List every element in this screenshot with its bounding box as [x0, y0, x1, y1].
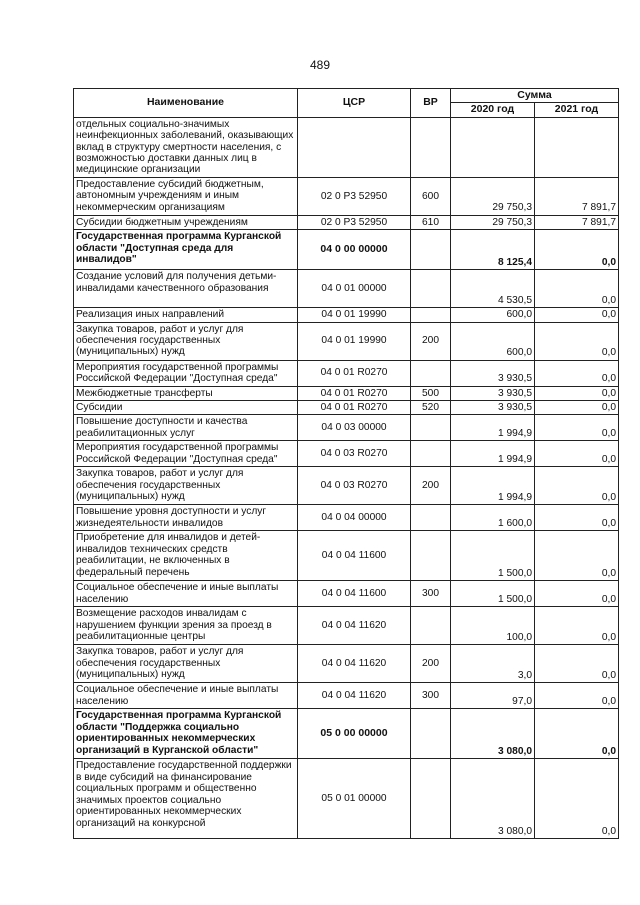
row-vr: 200: [411, 467, 451, 505]
table-row: [74, 117, 619, 177]
row-name: отдельных социально-значимых неинфекционных заболеваний, оказывающих вклад в структуру смертности населения, с возможностью доставки данных лиц в медицинские организации: [74, 117, 298, 177]
row-amount-2021: 7 891,7: [535, 177, 619, 215]
row-vr: 200: [411, 645, 451, 683]
row-name: Субсидии бюджетным учреждениям: [74, 215, 298, 229]
row-amount-2021: 0,0: [535, 645, 619, 683]
row-name: Реализация иных направлений: [74, 308, 298, 322]
row-amount-2020: 4 530,5: [451, 270, 535, 308]
row-amount-2020: 3 930,5: [451, 401, 535, 415]
table-row: [74, 759, 619, 839]
table-row: [74, 581, 619, 607]
row-vr: [411, 505, 451, 531]
row-amount-2020: 1 994,9: [451, 467, 535, 505]
row-csr: 04 0 01 19990: [298, 322, 411, 360]
budget-table: [73, 88, 619, 839]
row-amount-2020: 1 500,0: [451, 531, 535, 581]
row-amount-2021: 0,0: [535, 709, 619, 759]
row-vr: 200: [411, 322, 451, 360]
row-name: Повышение доступности и качества реабилитационных услуг: [74, 415, 298, 441]
row-vr: 600: [411, 177, 451, 215]
row-amount-2021: 0,0: [535, 270, 619, 308]
row-csr: 04 0 03 R0270: [298, 467, 411, 505]
row-vr: [411, 270, 451, 308]
table-row: [74, 215, 619, 229]
row-csr: 04 0 04 11600: [298, 531, 411, 581]
row-csr: 04 0 04 11620: [298, 645, 411, 683]
table-row: [74, 322, 619, 360]
row-name: Социальное обеспечение и иные выплаты населению: [74, 581, 298, 607]
row-vr: [411, 415, 451, 441]
row-amount-2020: 600,0: [451, 308, 535, 322]
row-amount-2021: 0,0: [535, 386, 619, 400]
row-amount-2021: 0,0: [535, 308, 619, 322]
row-csr: 04 0 03 00000: [298, 415, 411, 441]
row-name: Закупка товаров, работ и услуг для обеспечения государственных (муниципальных) нужд: [74, 467, 298, 505]
table-row: [74, 607, 619, 645]
table-row: [74, 415, 619, 441]
row-amount-2021: 0,0: [535, 531, 619, 581]
header-vr: ВР: [411, 89, 451, 118]
row-name: Государственная программа Курганской области "Доступная среда для инвалидов": [74, 230, 298, 270]
row-amount-2021: 0,0: [535, 581, 619, 607]
table-row: [74, 505, 619, 531]
row-amount-2020: 3,0: [451, 645, 535, 683]
row-name: Приобретение для инвалидов и детей-инвалидов технических средств реабилитации, не включенных в федеральный перечень: [74, 531, 298, 581]
row-vr: 300: [411, 683, 451, 709]
table-row: [74, 709, 619, 759]
row-vr: [411, 230, 451, 270]
table-body: [74, 117, 619, 839]
row-amount-2020: 100,0: [451, 607, 535, 645]
header-name: Наименование: [74, 89, 298, 118]
row-name: Закупка товаров, работ и услуг для обеспечения государственных (муниципальных) нужд: [74, 645, 298, 683]
row-csr: 04 0 04 00000: [298, 505, 411, 531]
row-name: Создание условий для получения детьми-инвалидами качественного образования: [74, 270, 298, 308]
row-csr: 05 0 01 00000: [298, 759, 411, 839]
table-row: [74, 270, 619, 308]
row-name: Государственная программа Курганской области "Поддержка социально ориентированных некоммерческих организаций в Курганской области": [74, 709, 298, 759]
row-amount-2021: [535, 117, 619, 177]
row-csr: 04 0 01 00000: [298, 270, 411, 308]
row-amount-2021: 0,0: [535, 759, 619, 839]
row-name: Социальное обеспечение и иные выплаты населению: [74, 683, 298, 709]
row-amount-2020: 1 500,0: [451, 581, 535, 607]
row-amount-2021: 7 891,7: [535, 215, 619, 229]
row-csr: 05 0 00 00000: [298, 709, 411, 759]
row-csr: 04 0 04 11620: [298, 683, 411, 709]
row-csr: 02 0 P3 52950: [298, 177, 411, 215]
row-vr: [411, 441, 451, 467]
row-amount-2021: 0,0: [535, 322, 619, 360]
table-row: [74, 308, 619, 322]
row-csr: 04 0 00 00000: [298, 230, 411, 270]
row-amount-2020: [451, 117, 535, 177]
row-amount-2020: 8 125,4: [451, 230, 535, 270]
table-row: [74, 177, 619, 215]
row-amount-2020: 29 750,3: [451, 177, 535, 215]
row-csr: 04 0 01 R0270: [298, 401, 411, 415]
row-name: Мероприятия государственной программы Российской Федерации "Доступная среда": [74, 360, 298, 386]
row-amount-2021: 0,0: [535, 607, 619, 645]
row-amount-2021: 0,0: [535, 360, 619, 386]
row-name: Субсидии: [74, 401, 298, 415]
row-csr: 04 0 04 11620: [298, 607, 411, 645]
row-amount-2020: 600,0: [451, 322, 535, 360]
table-row: [74, 645, 619, 683]
row-amount-2021: 0,0: [535, 401, 619, 415]
table-row: [74, 441, 619, 467]
row-amount-2021: 0,0: [535, 505, 619, 531]
header-sum: Сумма: [451, 89, 619, 103]
row-vr: [411, 709, 451, 759]
page-number: 489: [309, 58, 331, 72]
row-name: Закупка товаров, работ и услуг для обеспечения государственных (муниципальных) нужд: [74, 322, 298, 360]
row-amount-2021: 0,0: [535, 683, 619, 709]
row-csr: 04 0 04 11600: [298, 581, 411, 607]
row-amount-2020: 97,0: [451, 683, 535, 709]
row-amount-2021: 0,0: [535, 415, 619, 441]
row-vr: [411, 759, 451, 839]
row-name: Предоставление государственной поддержки в виде субсидий на финансирование социальных программ и общественно значимых проектов социально ориентированных некоммерческих организаций на конкурсной: [74, 759, 298, 839]
row-csr: 04 0 01 R0270: [298, 360, 411, 386]
row-vr: [411, 308, 451, 322]
row-vr: 610: [411, 215, 451, 229]
header-year-2021: 2021 год: [535, 103, 619, 117]
table-row: [74, 467, 619, 505]
table-row: [74, 531, 619, 581]
row-vr: [411, 607, 451, 645]
row-csr: [298, 117, 411, 177]
row-amount-2020: 1 600,0: [451, 505, 535, 531]
row-vr: 300: [411, 581, 451, 607]
row-vr: [411, 531, 451, 581]
row-amount-2020: 3 080,0: [451, 759, 535, 839]
row-csr: 04 0 01 R0270: [298, 386, 411, 400]
row-vr: [411, 360, 451, 386]
row-amount-2020: 3 930,5: [451, 360, 535, 386]
row-amount-2021: 0,0: [535, 441, 619, 467]
row-name: Возмещение расходов инвалидам с нарушением функции зрения за проезд в реабилитационные центры: [74, 607, 298, 645]
row-amount-2020: 3 930,5: [451, 386, 535, 400]
table-row: [74, 360, 619, 386]
row-amount-2020: 29 750,3: [451, 215, 535, 229]
row-vr: 520: [411, 401, 451, 415]
row-name: Межбюджетные трансферты: [74, 386, 298, 400]
row-csr: 04 0 03 R0270: [298, 441, 411, 467]
table-row: [74, 386, 619, 400]
table-row: [74, 230, 619, 270]
row-name: Повышение уровня доступности и услуг жизнедеятельности инвалидов: [74, 505, 298, 531]
row-amount-2020: 3 080,0: [451, 709, 535, 759]
row-amount-2021: 0,0: [535, 467, 619, 505]
row-name: Предоставление субсидий бюджетным, автономным учреждениям и иным некоммерческим организациям: [74, 177, 298, 215]
table-row: [74, 683, 619, 709]
row-amount-2020: 1 994,9: [451, 415, 535, 441]
row-amount-2021: 0,0: [535, 230, 619, 270]
header-csr: ЦСР: [298, 89, 411, 118]
row-csr: 04 0 01 19990: [298, 308, 411, 322]
table-row: [74, 401, 619, 415]
row-csr: 02 0 P3 52950: [298, 215, 411, 229]
row-name: Мероприятия государственной программы Российской Федерации "Доступная среда": [74, 441, 298, 467]
row-amount-2020: 1 994,9: [451, 441, 535, 467]
row-vr: [411, 117, 451, 177]
header-year-2020: 2020 год: [451, 103, 535, 117]
row-vr: 500: [411, 386, 451, 400]
